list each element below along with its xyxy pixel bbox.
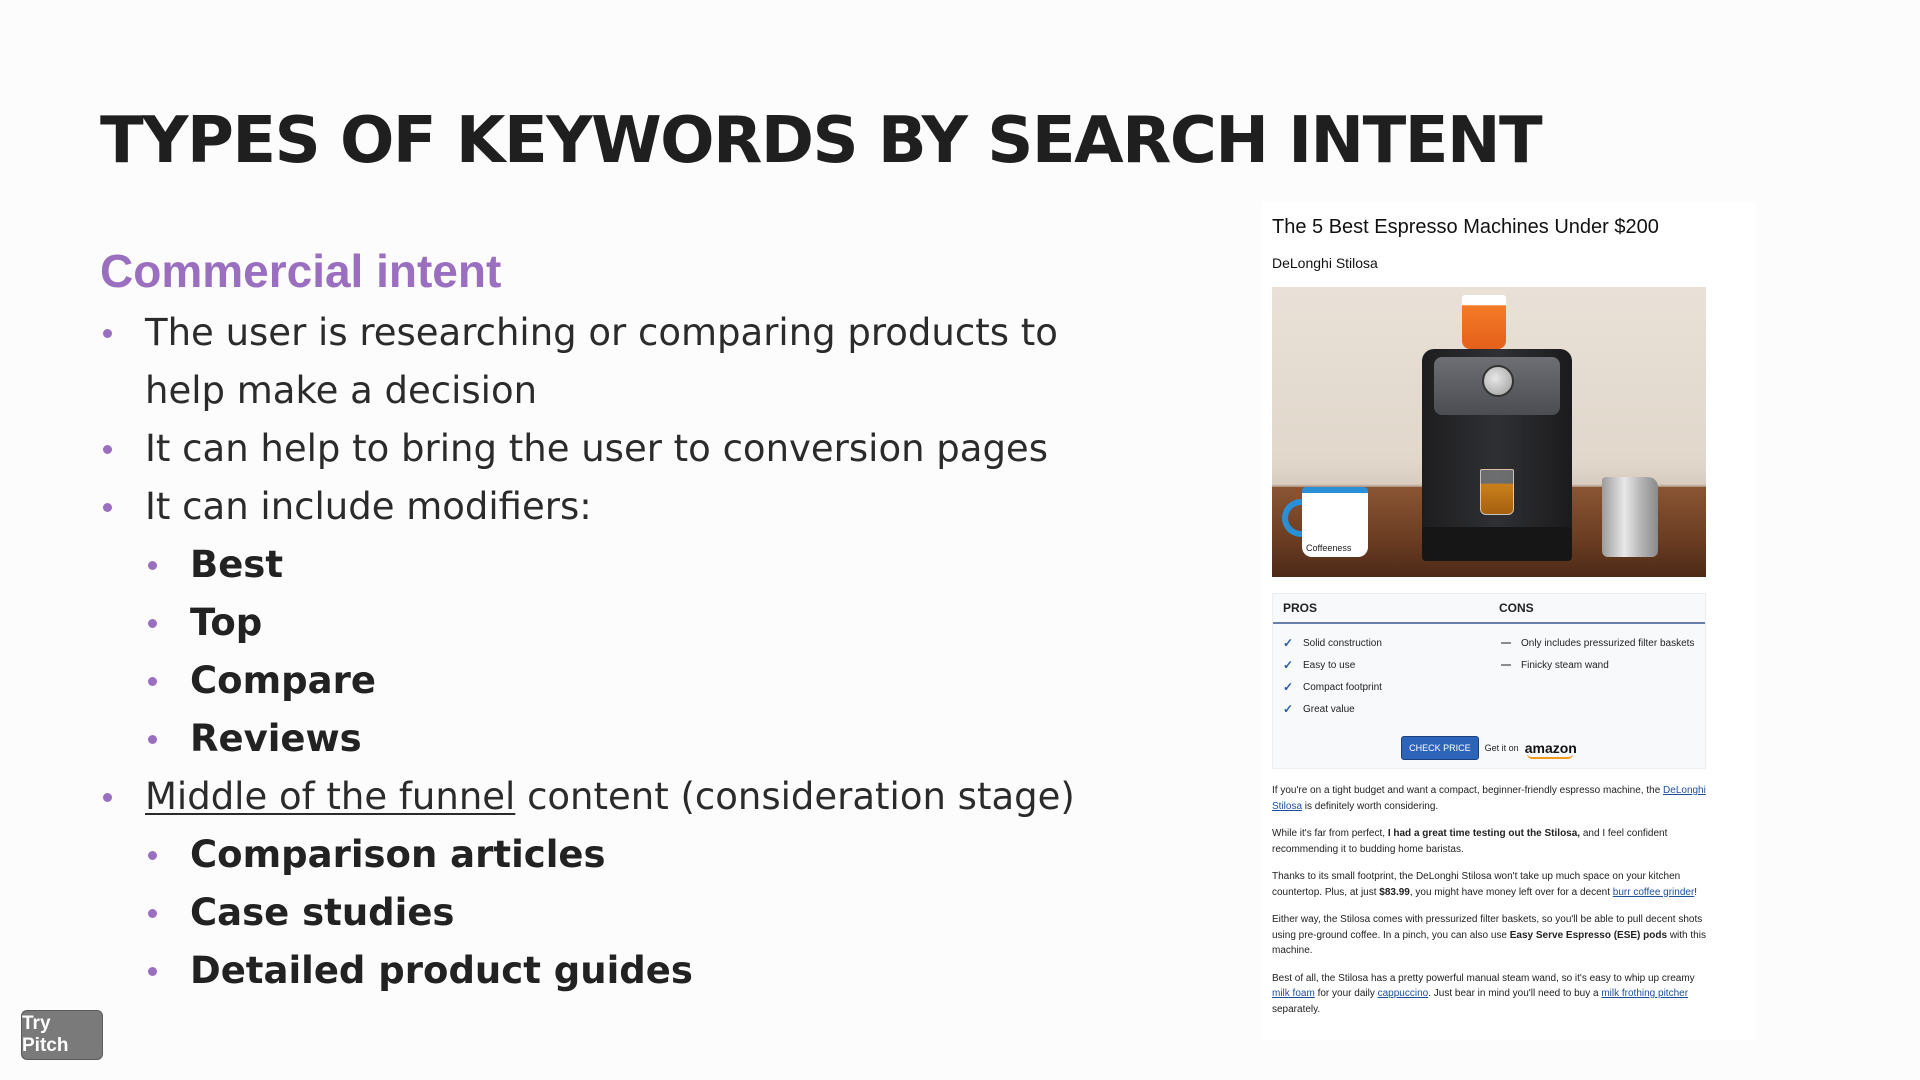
modifier-item: Best (100, 536, 1100, 594)
grinder-link[interactable]: burr coffee grinder (1612, 886, 1695, 898)
product-name: DeLonghi Stilosa (1272, 255, 1378, 271)
mug-logo-text: Coffeeness (1306, 543, 1352, 553)
dash-icon (1501, 642, 1511, 644)
pro-item: ✓ Great value (1283, 702, 1355, 716)
machine-base (1422, 527, 1572, 561)
milk-foam-link[interactable]: milk foam (1272, 988, 1315, 999)
bullet-section (100, 244, 1100, 1000)
machine-knob (1482, 365, 1514, 397)
content-type-item: Detailed product guides (100, 942, 1100, 1000)
product-photo (1272, 287, 1706, 577)
section-heading: Commercial intent (100, 245, 502, 297)
funnel-text: content (consideration stage) (515, 775, 1075, 818)
modifier-item: Top (100, 594, 1100, 652)
get-it-on-text: Get it on (1484, 743, 1519, 753)
bullet-item: It can help to bring the user to conversion pages (100, 420, 1100, 478)
paragraph: Either way, the Stilosa comes with pressurized filter baskets, so you'll be able to pull decent shots using pre-ground coffee. In a pinch, you can also use Easy Serve Espresso (ESE) pods with this machine. (1272, 914, 1706, 956)
check-icon: ✓ (1283, 702, 1294, 716)
pros-cons-box (1272, 593, 1706, 769)
amazon-logo: amazon (1524, 740, 1577, 756)
bullet-list (100, 304, 1100, 1000)
pitcher-link[interactable]: milk frothing pitcher (1601, 988, 1689, 999)
product-link[interactable]: DeLonghi Stilosa (1272, 785, 1706, 812)
slide-title: TYPES OF KEYWORDS BY SEARCH INTENT (100, 104, 1542, 178)
bullet-item (100, 768, 1100, 826)
modifier-item: Compare (100, 652, 1100, 710)
article-screenshot (1262, 202, 1756, 1040)
article-body (1272, 783, 1712, 1017)
dash-icon (1501, 664, 1511, 666)
espresso-glass (1480, 469, 1514, 515)
paragraph: If you're on a tight budget and want a compact, beginner-friendly espresso machine, the DeLonghi Stilosa is definitely worth considering. (1272, 785, 1706, 812)
check-icon: ✓ (1283, 680, 1294, 694)
pro-item: ✓ Easy to use (1283, 658, 1356, 672)
con-item: Only includes pressurized filter baskets (1489, 632, 1705, 654)
pros-cons-body (1273, 624, 1705, 720)
cons-column (1489, 632, 1705, 720)
cta-row (1273, 736, 1705, 760)
pro-item: ✓ Compact footprint (1283, 680, 1382, 694)
try-pitch-button[interactable]: Try Pitch (21, 1010, 103, 1060)
paragraph: Thanks to its small footprint, the DeLonghi Stilosa won't take up much space on your kitchen countertop. Plus, at just $83.99, you might have money left over for a decent burr coffee grinder! (1272, 871, 1698, 898)
paragraph: While it's far from perfect, I had a great time testing out the Stilosa, and I feel confident recommending it to budding home baristas. (1272, 828, 1668, 855)
article-title: The 5 Best Espresso Machines Under $200 (1272, 216, 1659, 238)
content-type-item: Case studies (100, 884, 1100, 942)
pros-cons-header (1273, 594, 1705, 624)
orange-cup (1462, 295, 1506, 349)
check-icon: ✓ (1283, 636, 1294, 650)
pros-column (1273, 632, 1489, 720)
check-icon: ✓ (1283, 658, 1294, 672)
check-price-button[interactable]: CHECK PRICE (1401, 736, 1479, 760)
bullet-item: It can include modifiers: (100, 478, 1100, 536)
content-type-item: Comparison articles (100, 826, 1100, 884)
pros-label: PROS (1283, 601, 1318, 615)
modifier-item: Reviews (100, 710, 1100, 768)
bullet-item: The user is researching or comparing products to help make a decision (100, 304, 1100, 420)
milk-pitcher (1602, 477, 1658, 557)
paragraph: Best of all, the Stilosa has a pretty powerful manual steam wand, so it's easy to whip up creamy milk foam for your daily cappuccino. Just bear in mind you'll need to buy a milk frothing pitcher separately. (1272, 972, 1695, 1015)
pro-item: ✓ Solid construction (1283, 636, 1382, 650)
cappuccino-link[interactable]: cappuccino (1377, 988, 1429, 999)
con-item: Finicky steam wand (1489, 654, 1705, 676)
funnel-link[interactable]: Middle of the funnel (145, 775, 516, 818)
cons-label: CONS (1499, 601, 1534, 615)
